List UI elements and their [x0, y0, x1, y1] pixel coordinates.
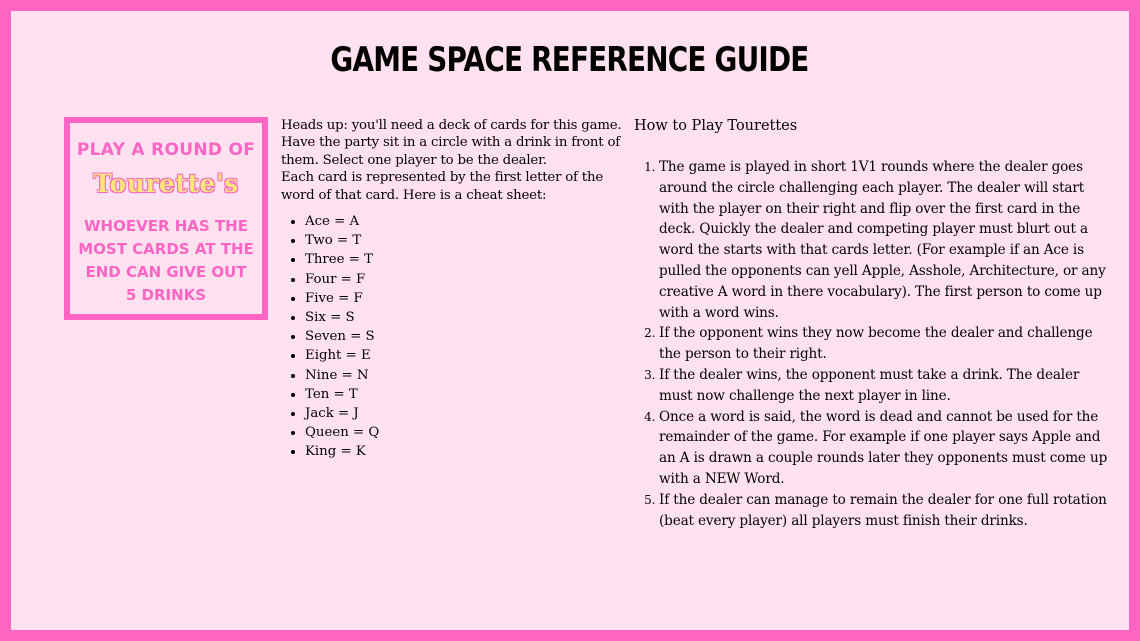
- cheat-sheet-item: • Queen = Q: [305, 423, 505, 442]
- cheat-sheet-item: • Eight = E: [305, 346, 505, 365]
- rule-item: 3. If the dealer wins, the opponent must take a drink. The dealer must now challenge the next player in line.: [659, 365, 1109, 407]
- intro-text: [281, 117, 626, 204]
- rule-item: 1. The game is played in short 1V1 rounds where the dealer goes around the circle challenging each player. The dealer will start with the player on their right and flip over the first card in the deck. Quickly the dealer and competing player must blurt out a word the starts with that cards letter. (For example if an Ace is pulled the opponents can yell Apple, Asshole, Architecture, or any creative A word in there vocabulary). The first person to come up with a word wins.: [659, 157, 1109, 323]
- cheat-sheet-item: • Five = F: [305, 289, 505, 308]
- rule-item: 2. If the opponent wins they now become the dealer and challenge the person to their right.: [659, 323, 1109, 365]
- intro-line: Each card is represented by the first letter of the word of that card. Here is a cheat sheet:: [281, 170, 603, 203]
- promo-box: [64, 117, 268, 320]
- cheat-sheet-item: • Ace = A: [305, 212, 505, 231]
- intro-line: Heads up: you'll need a deck of cards for this game. Have the party sit in a circle with a drink in front of them. Select one player to be the dealer.: [281, 118, 622, 168]
- promo-body: WHOEVER HAS THE MOST CARDS AT THE END CAN GIVE OUT 5 DRINKS: [78, 217, 254, 304]
- cheat-sheet-item: • Two = T: [305, 231, 505, 250]
- cheat-sheet-item: • Ten = T: [305, 385, 505, 404]
- promo-game-name: Tourette's: [93, 169, 239, 198]
- rule-item: 5. If the dealer can manage to remain the dealer for one full rotation (beat every player) all players must finish their drinks.: [659, 490, 1109, 532]
- promo-heading: PLAY A ROUND OF: [76, 140, 256, 160]
- cheat-sheet-item: • Seven = S: [305, 327, 505, 346]
- rule-item: 4. Once a word is said, the word is dead and cannot be used for the remainder of the game. For example if one player says Apple and an A is drawn a couple rounds later they opponents must come up with a NEW Word.: [659, 407, 1109, 490]
- cheat-sheet-item: • Six = S: [305, 308, 505, 327]
- cheat-sheet-item: • Four = F: [305, 270, 505, 289]
- cheat-sheet-item: • King = K: [305, 442, 505, 461]
- how-to-title: How to Play Tourettes: [634, 118, 798, 134]
- cheat-sheet-item: • Nine = N: [305, 366, 505, 385]
- cheat-sheet-list: [281, 212, 505, 462]
- cheat-sheet-item: • Jack = J: [305, 404, 505, 423]
- rules-list: [634, 157, 1109, 531]
- page-title: GAME SPACE REFERENCE GUIDE: [330, 40, 809, 80]
- cheat-sheet-item: • Three = T: [305, 250, 505, 269]
